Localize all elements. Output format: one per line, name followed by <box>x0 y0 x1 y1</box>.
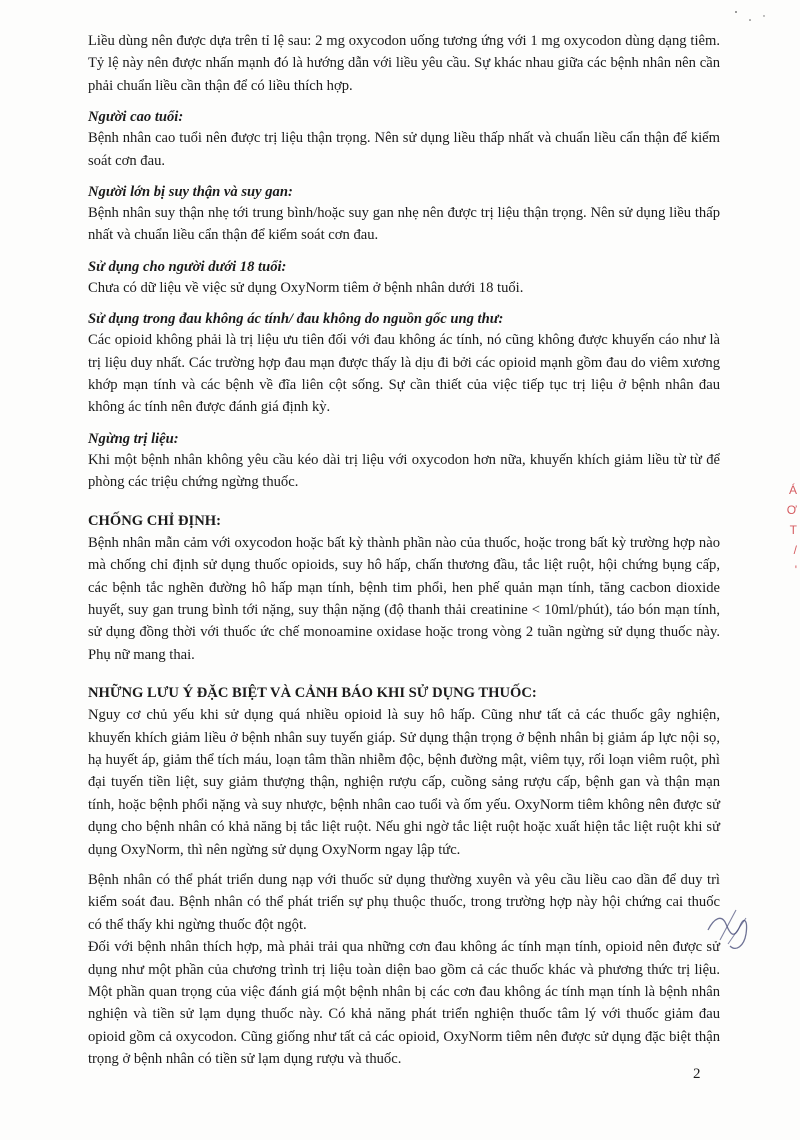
edge-mark: Ơ <box>786 503 797 517</box>
handwritten-initials-mark <box>700 900 760 970</box>
edge-mark: Á <box>788 483 797 497</box>
warnings-heading: NHỮNG LƯU Ý ĐẶC BIỆT VÀ CẢNH BÁO KHI SỬ DỤNG THUỐC: <box>88 685 537 702</box>
section-title: Sử dụng trong đau không ác tính/ đau không do nguồn gốc ung thư: <box>88 311 504 328</box>
section-warnings <box>88 682 720 1071</box>
section-text: Chưa có dữ liệu về việc sử dụng OxyNorm tiêm ở bệnh nhân dưới 18 tuổi. <box>88 279 524 296</box>
section-title: Người lớn bị suy thận và suy gan: <box>88 184 293 201</box>
section-elderly <box>88 107 720 172</box>
warnings-paragraph: Bệnh nhân có thể phát triển dung nạp với thuốc sử dụng thường xuyên và yêu cầu liều cao dần để duy trì kiểm soát đau. Bệnh nhân có thể phát triển sự phụ thuộc thuốc, trong trường hợp này hội chứng cai thuốc có thể thấy khi ngừng thuốc đột ngột. <box>88 871 720 933</box>
section-title: Ngừng trị liệu: <box>88 430 179 447</box>
edge-mark: / <box>793 543 797 557</box>
scan-specks <box>730 8 770 28</box>
section-non-malignant-pain <box>88 309 720 419</box>
section-title: Người cao tuổi: <box>88 109 184 126</box>
edge-stamp-fragment <box>780 480 800 680</box>
warnings-paragraph: Đối với bệnh nhân thích hợp, mà phải trải qua những cơn đau không ác tính mạn tính, opioid nên được sử dụng như một phần của chương trình trị liệu toàn diện bao gồm cả các thuốc khác và phương thức trị liệu. Một phần quan trọng của việc đánh giá một bệnh nhân bị các cơn đau không ác tính mạn tính là bệnh nhân nghiện và tiền sử lạm dụng thuốc này. Có khả năng phát triển nghiện thuốc tâm lý với thuốc giảm đau opioid gồm cả oxycodon. Cũng giống như tất cả các opioid, OxyNorm tiêm nên được sử dụng đặc biệt thận trọng ở bệnh nhân có tiền sử lạm dụng rượu và thuốc. <box>88 939 720 1068</box>
contraindications-heading: CHỐNG CHỈ ĐỊNH: <box>88 512 221 529</box>
section-under-18 <box>88 257 720 299</box>
document-body <box>88 30 720 1071</box>
section-title: Sử dụng cho người dưới 18 tuổi: <box>88 258 287 275</box>
section-contraindications <box>88 510 720 666</box>
section-text: Khi một bệnh nhân không yêu cầu kéo dài trị liệu với oxycodon hơn nữa, khuyến khích giảm liều từ từ để phòng các triệu chứng ngừng thuốc. <box>88 451 720 491</box>
page-number: 2 <box>693 1066 701 1082</box>
contraindications-text: Bệnh nhân mẫn cảm với oxycodon hoặc bất kỳ thành phần nào của thuốc, hoặc trong bất kỳ trường hợp nào mà chống chỉ định sử dụng thuốc opioids, suy hô hấp, chấn thương đầu, tắc liệt ruột, hội chứng bụng cấp, các bệnh tắc nghẽn đường hô hấp mạn tính, bệnh tim phổi, hen phế quản mạn tính, tăng cacbon dioxide huyết, suy gan trung bình tới nặng, suy thận nặng (độ thanh thải creatinine < 10ml/phút), táo bón mạn tính, sử dụng đồng thời với thuốc ức chế monoamine oxidase hoặc trong vòng 2 tuần ngừng sử dụng thuốc này. Phụ nữ mang thai. <box>88 534 720 663</box>
section-renal-hepatic <box>88 182 720 247</box>
section-text: Bệnh nhân suy thận nhẹ tới trung bình/hoặc suy gan nhẹ nên được trị liệu thận trọng. Nên sử dụng liều thấp nhất và chuẩn liều cẩn thận để kiểm soát cơn đau. <box>88 205 720 244</box>
edge-mark: T <box>789 523 797 537</box>
intro-paragraph: Liều dùng nên được dựa trên tỉ lệ sau: 2 mg oxycodon uống tương ứng với 1 mg oxycodon dùng dạng tiêm. Tỷ lệ này nên được nhấn mạnh đó là hướng dẫn với liều yêu cầu. Sự khác nhau giữa các bệnh nhân nên cần phải chuẩn liều cần thận để có liều thích hợp. <box>88 33 720 94</box>
section-text: Bệnh nhân cao tuổi nên được trị liệu thận trọng. Nên sử dụng liều thấp nhất và chuẩn liều cẩn thận để kiểm soát cơn đau. <box>88 130 720 169</box>
edge-mark: ' <box>794 563 797 577</box>
section-text: Các opioid không phải là trị liệu ưu tiên đối với đau không ác tính, nó cũng không được khuyến cáo như là trị liệu duy nhất. Các trường hợp đau mạn được thấy là dịu đi bởi các opioid mạnh gồm đau do viêm xương khớp mạn tính và các bệnh về đĩa liên cột sống. Sự cần thiết của việc tiếp tục trị liệu ở bệnh nhân đau không ác tính nên được đánh giá định kỳ. <box>88 332 720 416</box>
warnings-paragraph: Nguy cơ chủ yếu khi sử dụng quá nhiều opioid là suy hô hấp. Cũng như tất cả các thuốc gây nghiện, khuyến khích giảm liều ở bệnh nhân suy tuyến giáp. Sử dụng thận trọng ở bệnh nhân bị giảm áp lực nội sọ, hạ huyết áp, giảm thể tích máu, loạn tâm thần nhiễm độc, bệnh đường mật, viêm tụy, rối loạn viêm ruột, phì đại tuyến tiền liệt, suy giảm thượng thận, nghiện rượu cấp, cuồng sảng rượu cấp, bệnh gan và thận mạn tính, hoặc bệnh phổi nặng và suy nhược, bệnh nhân cao tuổi và ốm yếu. OxyNorm tiêm không nên được sử dụng cho bệnh nhân có khả năng bị tắc liệt ruột. Nếu ghi ngờ tắc liệt ruột hoặc xuất hiện tắc liệt ruột khi sử dụng OxyNorm, thì nên ngừng sử dụng OxyNorm ngay lập tức. <box>88 707 720 858</box>
section-discontinuation <box>88 429 720 494</box>
